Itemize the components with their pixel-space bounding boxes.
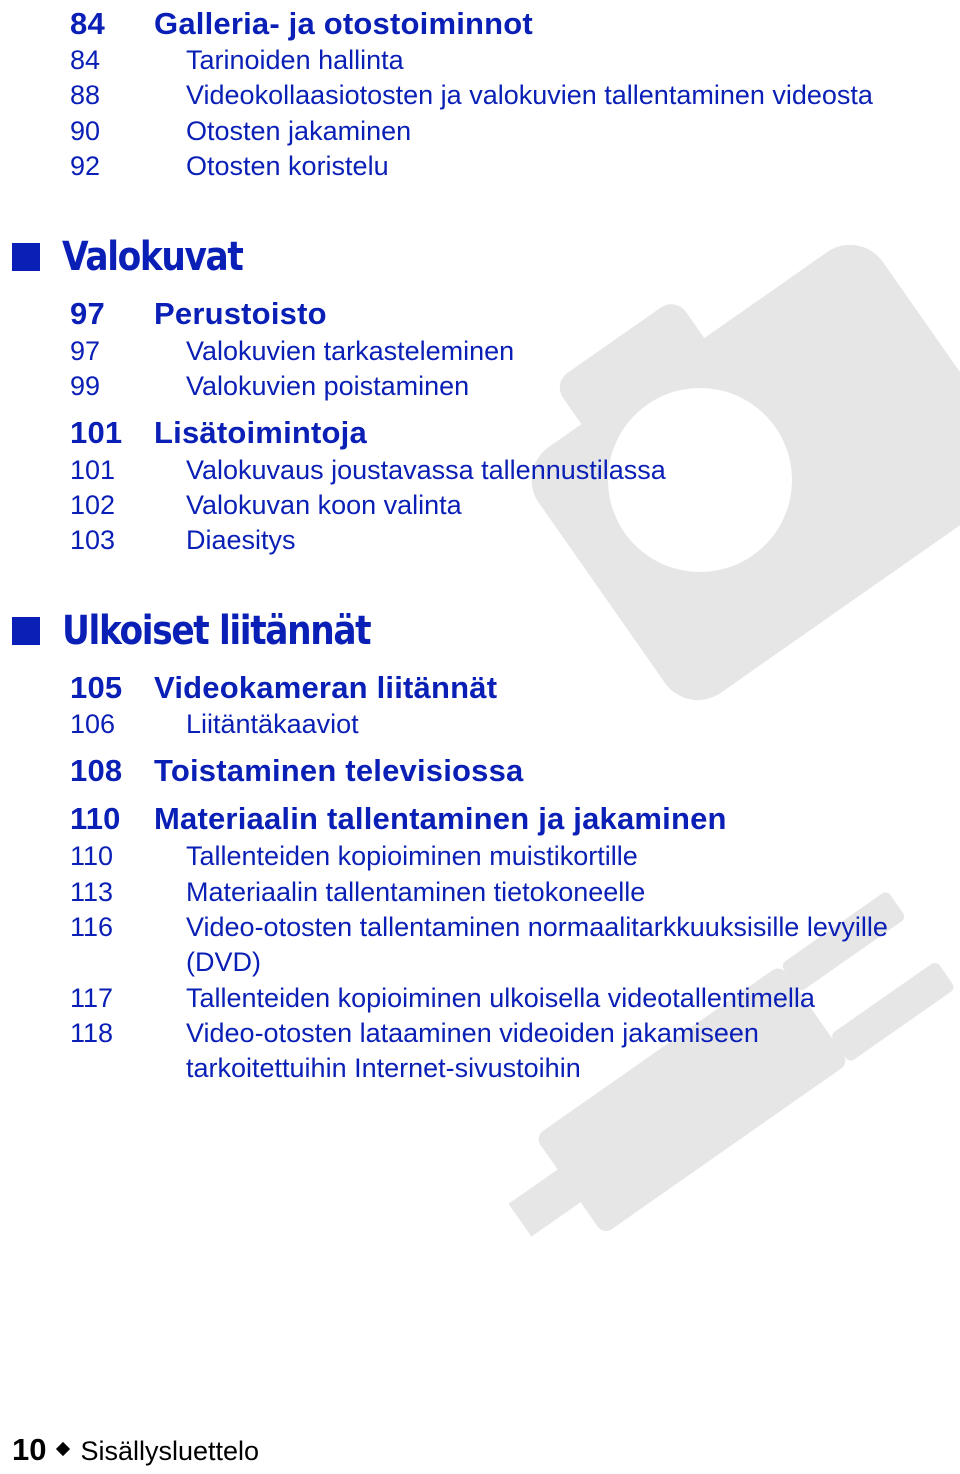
page-number: 113 bbox=[70, 877, 114, 907]
footer-label: Sisällysluettelo bbox=[80, 1436, 260, 1466]
entry-title: Videokameran liitännät bbox=[154, 670, 498, 705]
entry-title: Otosten jakaminen bbox=[186, 116, 412, 146]
entry-title: Diaesitys bbox=[186, 525, 296, 555]
toc-entry[interactable] bbox=[70, 43, 950, 78]
toc-entry[interactable] bbox=[70, 453, 950, 488]
page-number: 84 bbox=[70, 6, 105, 41]
page-number: 97 bbox=[70, 336, 101, 366]
toc-entry-major[interactable] bbox=[70, 415, 950, 451]
page-number: 117 bbox=[70, 983, 114, 1013]
entry-title: Toistaminen televisiossa bbox=[154, 753, 524, 788]
entry-title: Materiaalin tallentaminen ja jakaminen bbox=[154, 801, 727, 836]
entry-title: Liitäntäkaaviot bbox=[186, 709, 359, 739]
toc-entry[interactable] bbox=[70, 334, 950, 369]
toc-entry-major[interactable] bbox=[70, 670, 950, 706]
entry-title: Valokuvien tarkasteleminen bbox=[186, 336, 515, 366]
square-bullet-icon bbox=[12, 243, 40, 271]
entry-title: Materiaalin tallentaminen tietokoneelle bbox=[186, 877, 646, 907]
page-number: 92 bbox=[70, 151, 101, 181]
page-number: 116 bbox=[70, 912, 114, 942]
toc-entry[interactable] bbox=[70, 523, 950, 558]
toc-entry[interactable] bbox=[70, 981, 950, 1016]
toc-entry[interactable] bbox=[70, 369, 950, 404]
entry-title: Video-otosten lataaminen videoiden jakamiseen tarkoitettuihin Internet-sivustoihin bbox=[186, 1018, 759, 1083]
toc-entry[interactable] bbox=[70, 1016, 950, 1086]
page-number: 118 bbox=[70, 1018, 114, 1048]
toc-entry-major[interactable] bbox=[70, 296, 950, 332]
toc-entry-major[interactable] bbox=[70, 801, 950, 837]
entry-title: Valokuvien poistaminen bbox=[186, 371, 470, 401]
entry-title: Video-otosten tallentaminen normaalitarkkuuksisille levyille (DVD) bbox=[186, 912, 888, 977]
page-number: 102 bbox=[70, 490, 116, 520]
toc-entry[interactable] bbox=[70, 707, 950, 742]
entry-title: Valokuvaus joustavassa tallennustilassa bbox=[186, 455, 666, 485]
entry-title: Tallenteiden kopioiminen muistikortille bbox=[186, 841, 638, 871]
entry-title: Galleria- ja otostoiminnot bbox=[154, 6, 533, 41]
entry-title: Tarinoiden hallinta bbox=[186, 45, 404, 75]
toc-entry-major[interactable] bbox=[70, 753, 950, 789]
page-number: 103 bbox=[70, 525, 116, 555]
entry-title: Valokuvan koon valinta bbox=[186, 490, 462, 520]
page-number: 110 bbox=[70, 841, 114, 871]
diamond-separator-icon bbox=[56, 1442, 70, 1456]
page-number: 97 bbox=[70, 296, 105, 331]
page-number: 90 bbox=[70, 116, 101, 146]
page-number: 106 bbox=[70, 709, 116, 739]
section-title: Valokuvat bbox=[62, 234, 243, 280]
page-footer bbox=[12, 1432, 259, 1468]
page-number: 99 bbox=[70, 371, 101, 401]
entry-title: Lisätoimintoja bbox=[154, 415, 367, 450]
toc-entry[interactable] bbox=[70, 78, 950, 113]
section-title: Ulkoiset liitännät bbox=[62, 608, 371, 654]
camera-icon bbox=[487, 188, 960, 716]
square-bullet-icon bbox=[12, 617, 40, 645]
page-number: 110 bbox=[70, 801, 121, 836]
page-number: 84 bbox=[70, 45, 101, 75]
toc-entry[interactable] bbox=[70, 114, 950, 149]
section-heading-external bbox=[12, 608, 420, 654]
page-number: 105 bbox=[70, 670, 123, 705]
entry-title: Videokollaasiotosten ja valokuvien tallentaminen videosta bbox=[186, 80, 873, 110]
entry-title: Otosten koristelu bbox=[186, 151, 389, 181]
toc-entry[interactable] bbox=[70, 875, 950, 910]
page-number: 108 bbox=[70, 753, 123, 788]
footer-page-number: 10 bbox=[12, 1432, 47, 1467]
section-heading-photos bbox=[12, 234, 272, 280]
page-number: 101 bbox=[70, 415, 123, 450]
toc-entry[interactable] bbox=[70, 839, 950, 874]
page-number: 88 bbox=[70, 80, 101, 110]
entry-title: Perustoisto bbox=[154, 296, 327, 331]
toc-entry-major[interactable] bbox=[70, 6, 950, 42]
toc-entry[interactable] bbox=[70, 149, 950, 184]
page-number: 101 bbox=[70, 455, 116, 485]
entry-title: Tallenteiden kopioiminen ulkoisella videotallentimella bbox=[186, 983, 815, 1013]
toc-entry[interactable] bbox=[70, 910, 950, 980]
toc-entry[interactable] bbox=[70, 488, 950, 523]
